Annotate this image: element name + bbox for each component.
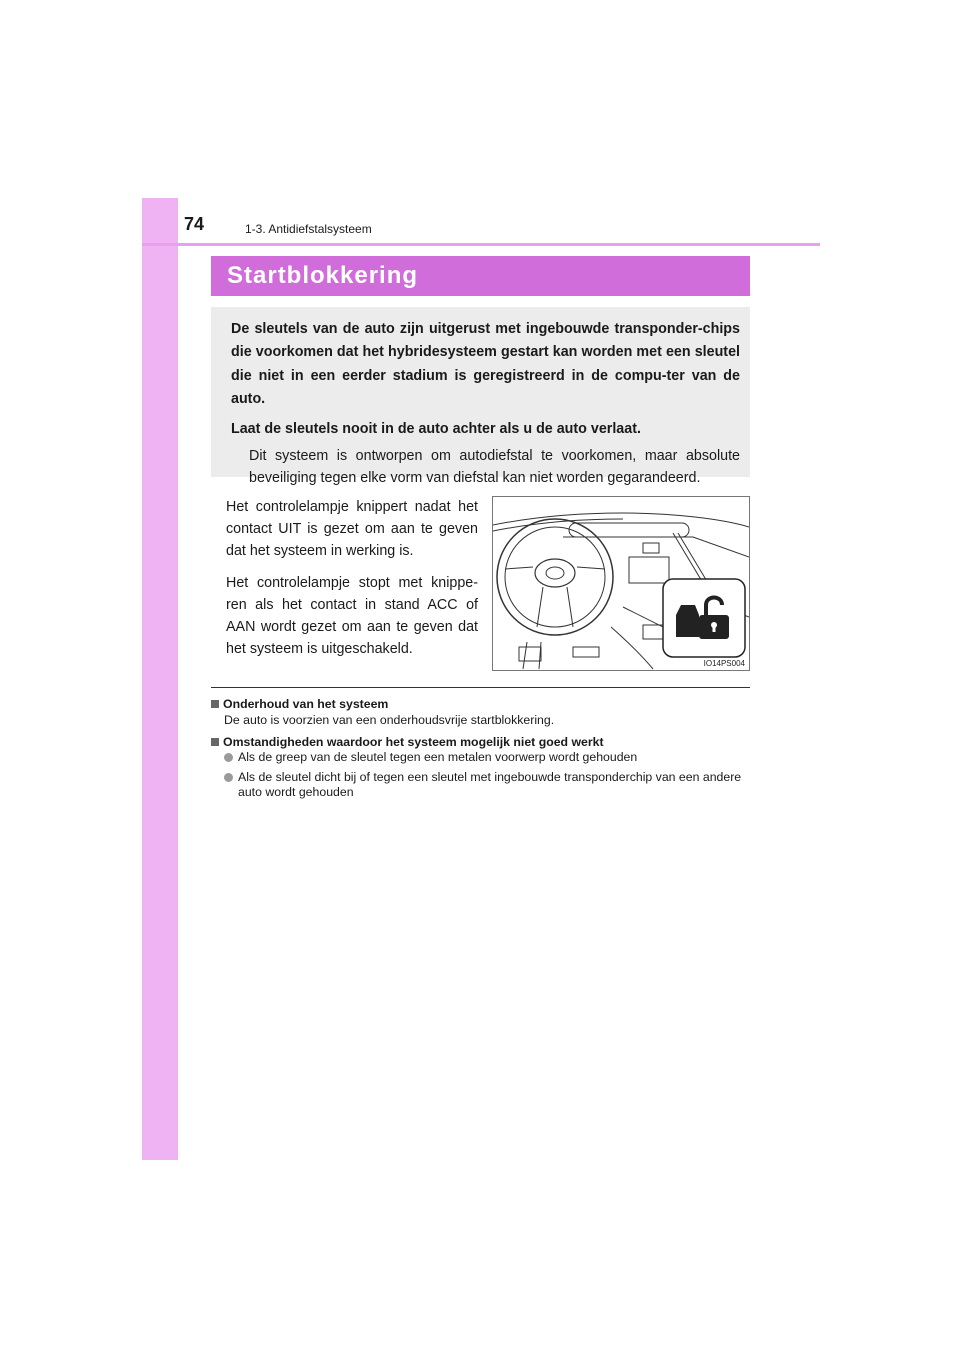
list-item (211, 750, 756, 765)
body-paragraph-blinking: Het controlelampje knippert nadat het contact UIT is gezet om aan te geven dat het systeem in werking is. (226, 499, 478, 559)
square-bullet-icon (211, 738, 219, 746)
square-bullet-icon (211, 700, 219, 708)
page-title: Startblokkering (227, 262, 419, 289)
intro-note: Dit systeem is ontworpen om autodiefstal te voorkomen, maar absolute beveiliging tegen elke vorm van diefstal kan niet worden gegarandeerd. (249, 448, 740, 487)
notes-section (211, 696, 756, 805)
intro-warning-paragraph: Laat de sleutels nooit in de auto achter als u de auto verlaat. (231, 421, 641, 438)
dashboard-drawing (493, 497, 749, 670)
note-heading-conditions (211, 734, 756, 750)
side-tab-band (142, 198, 178, 1160)
note-text-maintenance: De auto is voorzien van een onderhoudsvrije startblokkering. (224, 713, 555, 727)
header-rule (142, 243, 820, 246)
note-heading-text: Omstandigheden waardoor het systeem mogelijk niet goed werkt (223, 735, 604, 749)
section-label: 1-3. Antidiefstalsysteem (245, 222, 372, 236)
body-column (226, 496, 478, 670)
circle-bullet-icon (224, 773, 233, 782)
body-paragraph-stop: Het controlelampje stopt met knippe-ren als het contact in stand ACC of AAN wordt gezet om aan te geven dat het systeem is uitgeschakeld. (226, 575, 478, 657)
intro-box (211, 307, 750, 487)
section-divider (211, 687, 750, 688)
bullet-text: Als de sleutel dicht bij of tegen een sleutel met ingebouwde transponderchip van een andere auto wordt gehouden (238, 770, 742, 799)
list-item (211, 770, 756, 800)
page-number: 74 (184, 214, 205, 234)
note-heading-maintenance (211, 696, 756, 712)
intro-bold-paragraph: De sleutels van de auto zijn uitgerust met ingebouwde transponder-chips die voorkomen dat het hybridesysteem gestart kan worden met een sleutel die niet in een eerder stadium is geregistreerd in de compu-ter van de auto. (231, 321, 740, 407)
bullet-text: Als de greep van de sleutel tegen een metalen voorwerp wordt gehouden (238, 750, 638, 764)
title-bar (211, 256, 750, 296)
circle-bullet-icon (224, 753, 233, 762)
illustration-code: IO14PS004 (703, 659, 745, 668)
dashboard-illustration (492, 496, 750, 671)
note-heading-text: Onderhoud van het systeem (223, 697, 389, 711)
